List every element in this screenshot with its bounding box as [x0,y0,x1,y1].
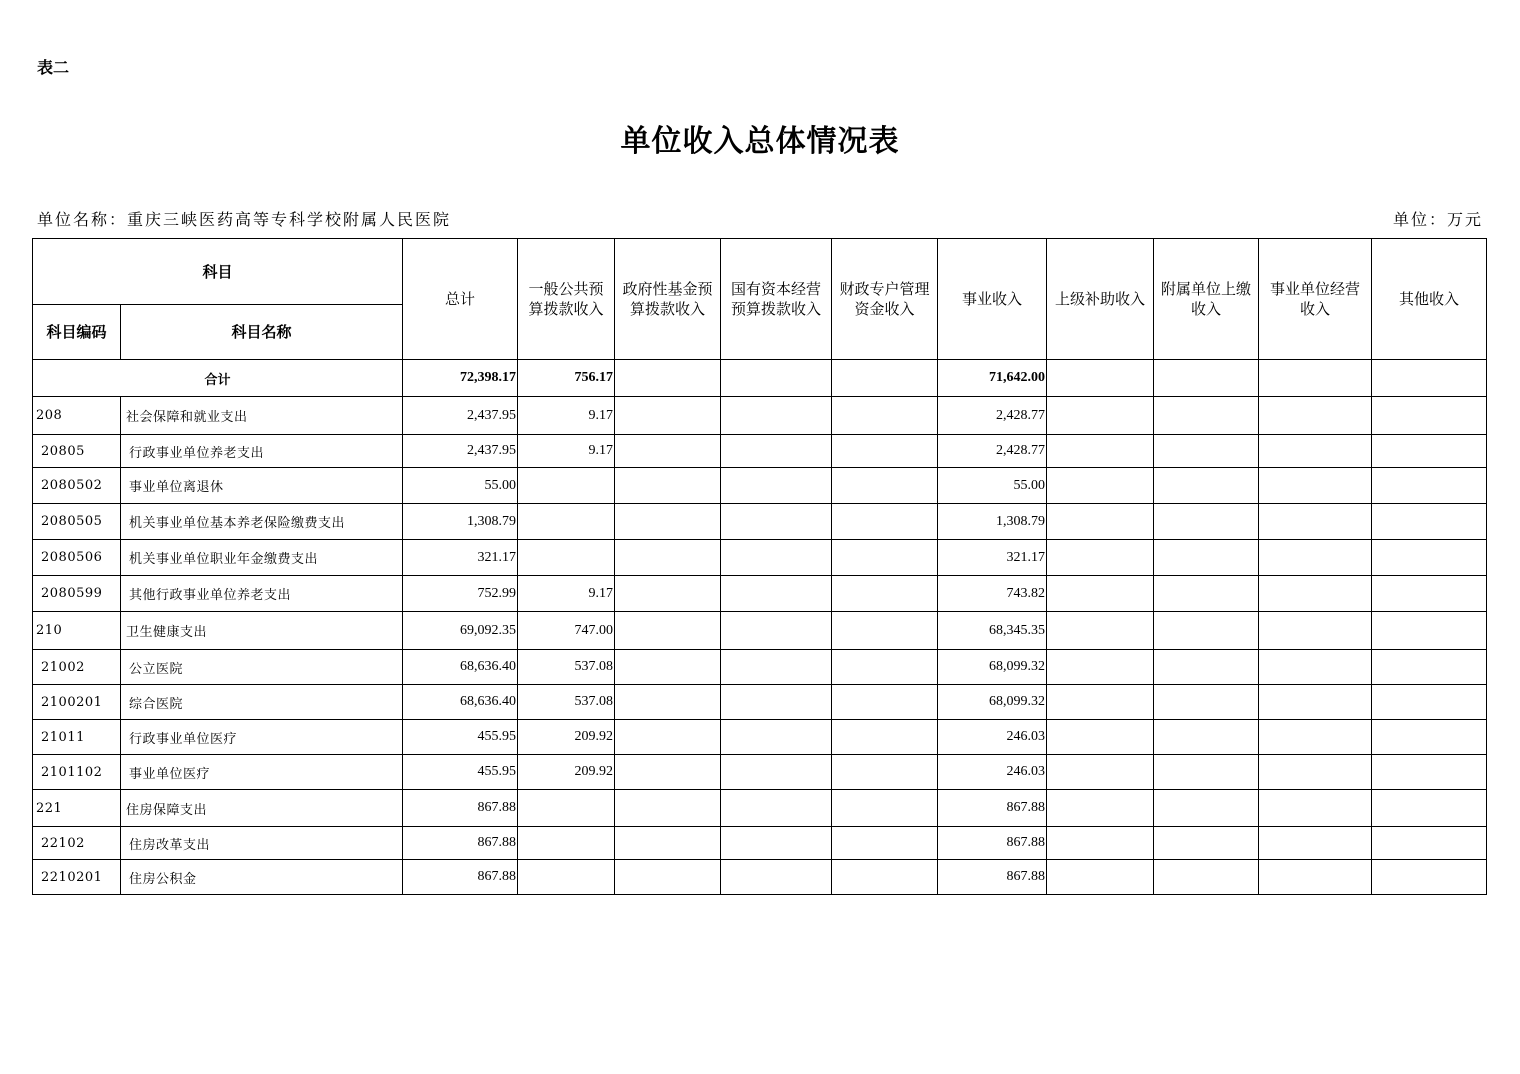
cell-business: 71,642.00 [938,360,1047,397]
table-number: 表二 [37,58,70,77]
header-gov-fund: 政府性基金预 算拨款收入 [615,239,721,360]
cell-total: 455.95 [403,720,518,755]
cell-state-capital [721,504,832,540]
cell-name: 机关事业单位基本养老保险缴费支出 [121,504,403,540]
cell-gov-fund [615,827,721,860]
cell-superior-subsidy [1047,685,1154,720]
cell-gov-fund [615,860,721,895]
cell-fiscal-special [832,435,938,468]
cell-code: 210 [33,612,121,650]
header-code: 科目编码 [33,305,121,360]
total-label: 合计 [33,360,403,397]
cell-operating [1259,397,1372,435]
cell-total: 68,636.40 [403,650,518,685]
cell-code: 2210201 [33,860,121,895]
cell-name: 住房改革支出 [121,827,403,860]
unit-name: 单位名称：重庆三峡医药高等专科学校附属人民医院 [37,210,452,229]
cell-total: 68,636.40 [403,685,518,720]
cell-general-budget [518,790,615,827]
cell-superior-subsidy [1047,612,1154,650]
cell-superior-subsidy [1047,540,1154,576]
cell-fiscal-special [832,685,938,720]
cell-other [1372,860,1487,895]
cell-affiliated [1154,827,1259,860]
table-row [33,612,1487,650]
cell-code: 2101102 [33,755,121,790]
cell-operating [1259,827,1372,860]
cell-other [1372,790,1487,827]
cell-general-budget [518,827,615,860]
cell-total: 2,437.95 [403,397,518,435]
cell-business: 68,345.35 [938,612,1047,650]
cell-superior-subsidy [1047,827,1154,860]
table-row [33,755,1487,790]
cell-general-budget: 537.08 [518,685,615,720]
table-row [33,540,1487,576]
header-state-capital: 国有资本经营 预算拨款收入 [721,239,832,360]
cell-general-budget: 209.92 [518,720,615,755]
cell-operating [1259,576,1372,612]
cell-state-capital [721,860,832,895]
cell-affiliated [1154,576,1259,612]
cell-total: 867.88 [403,790,518,827]
cell-name: 其他行政事业单位养老支出 [121,576,403,612]
table-row [33,504,1487,540]
cell-business: 867.88 [938,827,1047,860]
table-row [33,468,1487,504]
cell-gov-fund [615,720,721,755]
cell-operating [1259,612,1372,650]
header-other: 其他收入 [1372,239,1487,360]
header-general-budget: 一般公共预 算拨款收入 [518,239,615,360]
cell-business: 68,099.32 [938,650,1047,685]
currency-unit: 单位：万元 [1392,210,1483,229]
header-superior-subsidy: 上级补助收入 [1047,239,1154,360]
cell-affiliated [1154,755,1259,790]
cell-name: 社会保障和就业支出 [121,397,403,435]
table-row [33,860,1487,895]
cell-operating [1259,755,1372,790]
cell-gov-fund [615,790,721,827]
cell-fiscal-special [832,504,938,540]
cell-superior-subsidy [1047,504,1154,540]
cell-affiliated [1154,650,1259,685]
cell-operating [1259,860,1372,895]
cell-name: 住房保障支出 [121,790,403,827]
cell-state-capital [721,540,832,576]
cell-name: 行政事业单位医疗 [121,720,403,755]
page-title: 单位收入总体情况表 [620,124,900,159]
cell-superior-subsidy [1047,790,1154,827]
cell-gov-fund [615,504,721,540]
cell-fiscal-special [832,360,938,397]
cell-code: 2080505 [33,504,121,540]
cell-general-budget [518,468,615,504]
cell-name: 事业单位医疗 [121,755,403,790]
cell-other [1372,685,1487,720]
cell-fiscal-special [832,755,938,790]
cell-affiliated [1154,360,1259,397]
cell-fiscal-special [832,612,938,650]
cell-gov-fund [615,435,721,468]
cell-fiscal-special [832,397,938,435]
cell-total: 867.88 [403,827,518,860]
cell-operating [1259,685,1372,720]
cell-gov-fund [615,468,721,504]
cell-superior-subsidy [1047,720,1154,755]
cell-fiscal-special [832,540,938,576]
cell-total: 752.99 [403,576,518,612]
cell-affiliated [1154,720,1259,755]
cell-other [1372,360,1487,397]
cell-affiliated [1154,685,1259,720]
cell-affiliated [1154,612,1259,650]
header-total: 总计 [403,239,518,360]
cell-superior-subsidy [1047,576,1154,612]
cell-state-capital [721,755,832,790]
cell-general-budget [518,540,615,576]
cell-operating [1259,540,1372,576]
header-operating: 事业单位经营 收入 [1259,239,1372,360]
cell-state-capital [721,612,832,650]
cell-business: 321.17 [938,540,1047,576]
cell-name: 行政事业单位养老支出 [121,435,403,468]
cell-state-capital [721,468,832,504]
cell-business: 55.00 [938,468,1047,504]
cell-other [1372,435,1487,468]
cell-name: 住房公积金 [121,860,403,895]
cell-fiscal-special [832,650,938,685]
cell-business: 743.82 [938,576,1047,612]
cell-general-budget: 209.92 [518,755,615,790]
table-row [33,397,1487,435]
cell-total: 1,308.79 [403,504,518,540]
cell-other [1372,576,1487,612]
cell-total: 867.88 [403,860,518,895]
table-row [33,720,1487,755]
cell-other [1372,397,1487,435]
cell-code: 22102 [33,827,121,860]
cell-other [1372,540,1487,576]
cell-name: 综合医院 [121,685,403,720]
cell-other [1372,468,1487,504]
table-row [33,650,1487,685]
cell-other [1372,504,1487,540]
cell-superior-subsidy [1047,650,1154,685]
cell-total: 55.00 [403,468,518,504]
cell-fiscal-special [832,860,938,895]
cell-superior-subsidy [1047,755,1154,790]
table-row [33,685,1487,720]
cell-total: 455.95 [403,755,518,790]
cell-gov-fund [615,576,721,612]
cell-affiliated [1154,504,1259,540]
cell-state-capital [721,650,832,685]
cell-code: 21002 [33,650,121,685]
cell-other [1372,827,1487,860]
cell-state-capital [721,827,832,860]
cell-affiliated [1154,435,1259,468]
cell-superior-subsidy [1047,860,1154,895]
header-subject: 科目 [33,239,403,305]
cell-business: 68,099.32 [938,685,1047,720]
cell-operating [1259,720,1372,755]
cell-gov-fund [615,612,721,650]
cell-affiliated [1154,397,1259,435]
cell-operating [1259,650,1372,685]
cell-code: 2080506 [33,540,121,576]
cell-business: 2,428.77 [938,435,1047,468]
cell-gov-fund [615,540,721,576]
cell-code: 2100201 [33,685,121,720]
cell-gov-fund [615,685,721,720]
income-table [32,238,1487,895]
cell-fiscal-special [832,790,938,827]
cell-name: 卫生健康支出 [121,612,403,650]
cell-state-capital [721,435,832,468]
cell-gov-fund [615,397,721,435]
cell-other [1372,650,1487,685]
cell-affiliated [1154,790,1259,827]
cell-general-budget: 9.17 [518,397,615,435]
cell-other [1372,755,1487,790]
cell-business: 867.88 [938,860,1047,895]
cell-total: 69,092.35 [403,612,518,650]
cell-name: 公立医院 [121,650,403,685]
cell-code: 21011 [33,720,121,755]
cell-affiliated [1154,860,1259,895]
cell-state-capital [721,360,832,397]
cell-superior-subsidy [1047,360,1154,397]
table-row [33,576,1487,612]
cell-operating [1259,360,1372,397]
cell-code: 208 [33,397,121,435]
cell-fiscal-special [832,720,938,755]
header-name: 科目名称 [121,305,403,360]
cell-total: 321.17 [403,540,518,576]
total-row [33,360,1487,397]
header-affiliated: 附属单位上缴 收入 [1154,239,1259,360]
cell-state-capital [721,685,832,720]
cell-business: 246.03 [938,720,1047,755]
cell-general-budget: 9.17 [518,435,615,468]
cell-name: 机关事业单位职业年金缴费支出 [121,540,403,576]
cell-affiliated [1154,468,1259,504]
table-row [33,827,1487,860]
cell-general-budget: 9.17 [518,576,615,612]
cell-state-capital [721,397,832,435]
header-fiscal-special: 财政专户管理 资金收入 [832,239,938,360]
cell-gov-fund [615,360,721,397]
cell-other [1372,720,1487,755]
cell-fiscal-special [832,827,938,860]
cell-business: 867.88 [938,790,1047,827]
cell-code: 2080502 [33,468,121,504]
cell-total: 72,398.17 [403,360,518,397]
cell-name: 事业单位离退休 [121,468,403,504]
cell-fiscal-special [832,468,938,504]
cell-general-budget [518,860,615,895]
cell-gov-fund [615,755,721,790]
cell-general-budget [518,504,615,540]
cell-operating [1259,790,1372,827]
cell-general-budget: 756.17 [518,360,615,397]
cell-general-budget: 747.00 [518,612,615,650]
cell-code: 20805 [33,435,121,468]
cell-business: 246.03 [938,755,1047,790]
cell-state-capital [721,576,832,612]
cell-operating [1259,468,1372,504]
cell-operating [1259,504,1372,540]
cell-superior-subsidy [1047,397,1154,435]
cell-state-capital [721,720,832,755]
cell-state-capital [721,790,832,827]
cell-code: 2080599 [33,576,121,612]
table-row [33,790,1487,827]
cell-affiliated [1154,540,1259,576]
cell-total: 2,437.95 [403,435,518,468]
cell-other [1372,612,1487,650]
cell-code: 221 [33,790,121,827]
cell-fiscal-special [832,576,938,612]
cell-operating [1259,435,1372,468]
table-row [33,435,1487,468]
cell-superior-subsidy [1047,468,1154,504]
header-business-income: 事业收入 [938,239,1047,360]
cell-superior-subsidy [1047,435,1154,468]
cell-business: 1,308.79 [938,504,1047,540]
cell-business: 2,428.77 [938,397,1047,435]
cell-gov-fund [615,650,721,685]
cell-general-budget: 537.08 [518,650,615,685]
